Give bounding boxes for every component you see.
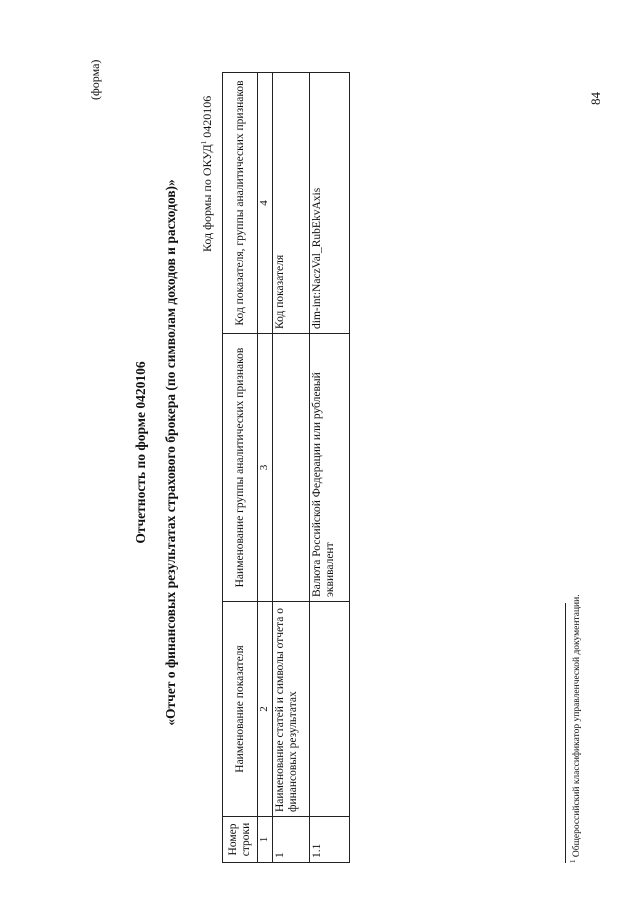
table-header-row [223, 73, 258, 863]
column-number: 3 [258, 334, 273, 602]
table-cell: Валюта Российской Федерации или рублевый эквивалент [310, 334, 350, 602]
table-column-numbers-row [258, 73, 273, 863]
form-label: (форма) [88, 59, 102, 100]
report-subtitle: «Отчет о финансовых результатах страхового брокера (по символам доходов и расходов)» [163, 179, 178, 726]
table-cell: 1 [273, 817, 310, 863]
indicator-table [222, 72, 350, 863]
table-row [273, 73, 310, 863]
okud-code-line [200, 96, 215, 252]
table-cell: Код показателя [273, 73, 310, 334]
table-cell: dim-int:NaczVal_RubEkvAxis [310, 73, 350, 334]
table-cell: Наименование статей и символы отчета о финансовых результатах [273, 602, 310, 817]
header-group-name: Наименование группы аналитических признаков [223, 334, 258, 602]
okud-code: 0420106 [200, 95, 214, 138]
header-indicator-code: Код показателя, группы аналитических признаков [223, 73, 258, 334]
column-number: 2 [258, 602, 273, 817]
okud-footnote-ref: 1 [200, 140, 208, 145]
column-number: 1 [258, 817, 273, 863]
header-indicator-name: Наименование показателя [223, 602, 258, 817]
page-number: 84 [588, 92, 603, 105]
header-row-number: Номер строки [223, 817, 258, 863]
footnote-divider [565, 603, 566, 863]
table-row [310, 73, 350, 863]
table-cell: 1.1 [310, 817, 350, 863]
footnote-ref: 1 [568, 859, 577, 863]
table-cell [273, 334, 310, 602]
footnote [568, 594, 582, 863]
column-number: 4 [258, 73, 273, 334]
footnote-text: Общероссийский классификатор управленческой документации. [572, 594, 582, 858]
okud-prefix: Код формы по ОКУД [200, 144, 214, 252]
table-cell [310, 602, 350, 817]
report-title: Отчетность по форме 0420106 [133, 361, 148, 544]
